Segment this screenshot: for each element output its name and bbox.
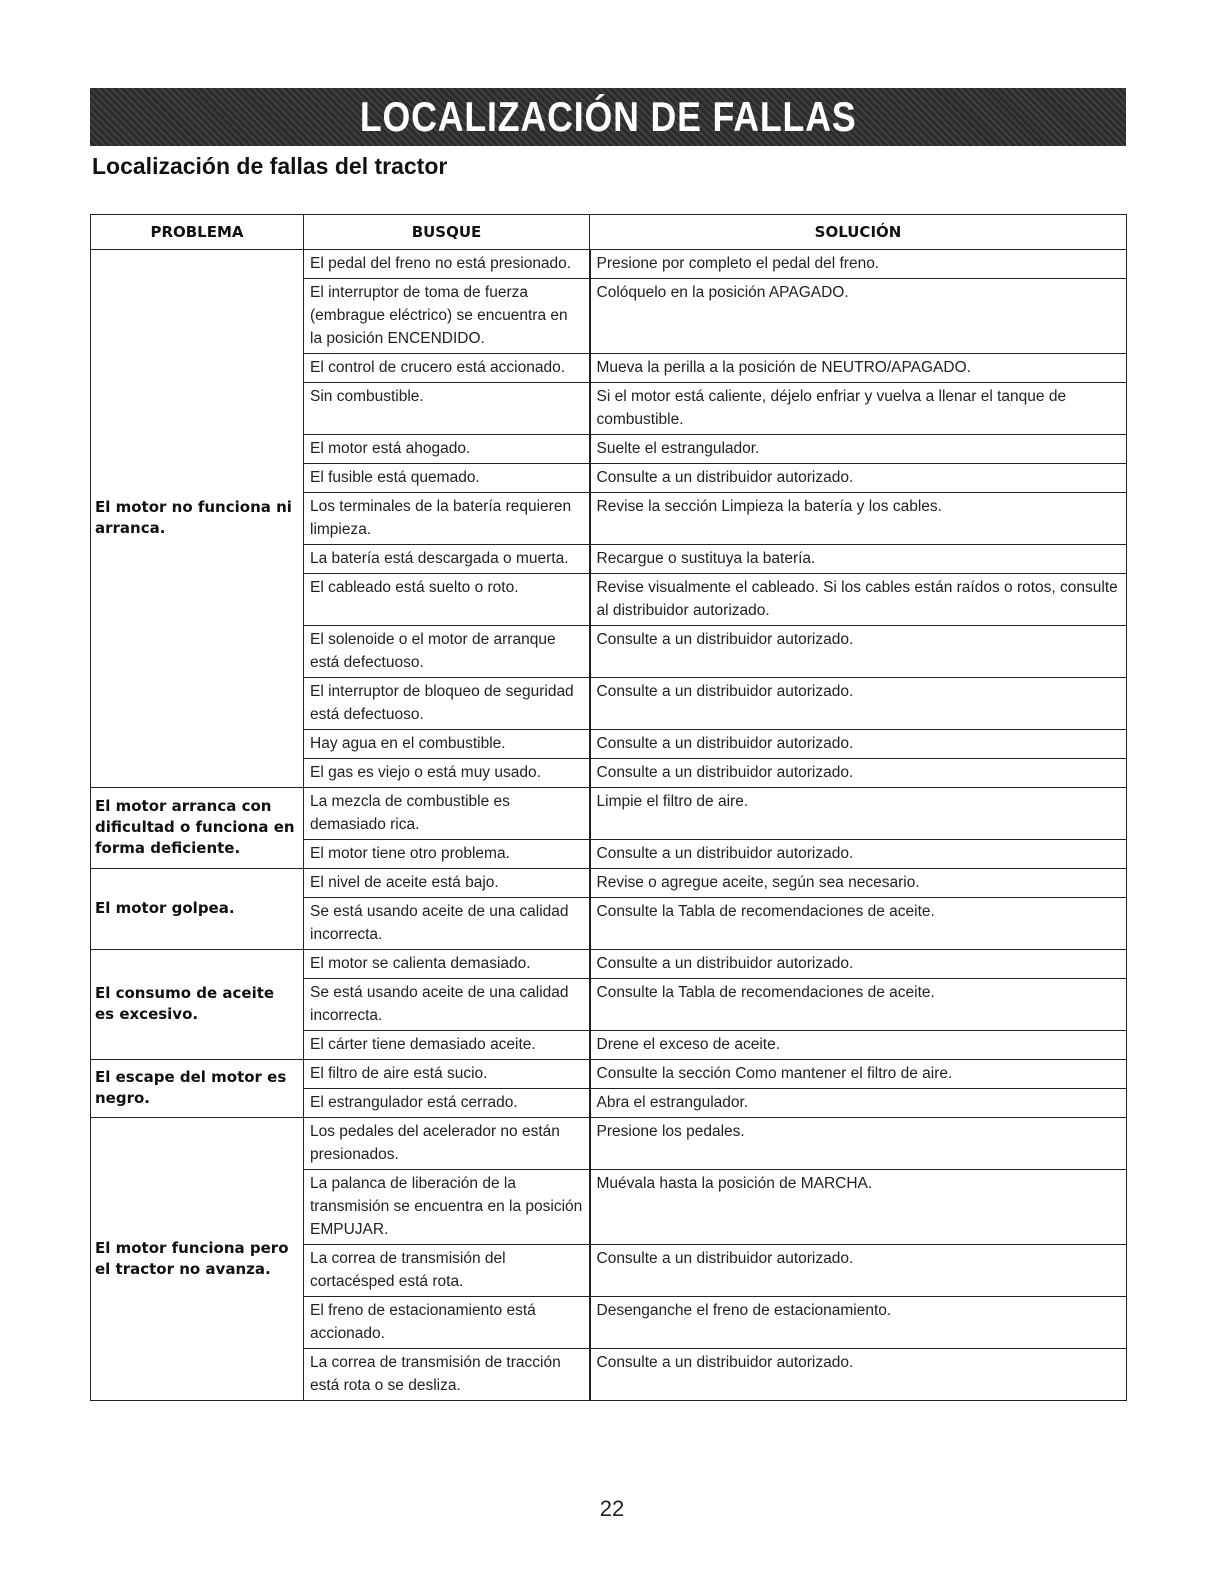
check-cell: El gas es viejo o está muy usado. xyxy=(304,759,590,788)
section-banner xyxy=(90,88,1126,146)
solution-cell: Consulte a un distribuidor autorizado. xyxy=(590,950,1127,979)
table-row xyxy=(91,250,1127,279)
check-cell: Sin combustible. xyxy=(304,383,590,435)
solution-cell: Suelte el estrangulador. xyxy=(590,435,1127,464)
solution-cell: Consulte a un distribuidor autorizado. xyxy=(590,730,1127,759)
solution-cell: Colóquelo en la posición APAGADO. xyxy=(590,279,1127,354)
table-row xyxy=(91,950,1127,979)
section-subtitle: Localización de fallas del tractor xyxy=(92,153,448,179)
solution-cell: Consulte a un distribuidor autorizado. xyxy=(590,840,1127,869)
solution-cell: Consulte a un distribuidor autorizado. xyxy=(590,1245,1127,1297)
check-cell: El estrangulador está cerrado. xyxy=(304,1089,590,1118)
column-header-solution: SOLUCIÓN xyxy=(590,215,1127,250)
solution-cell: Presione los pedales. xyxy=(590,1118,1127,1170)
banner-title: LOCALIZACIÓN DE FALLAS xyxy=(359,93,857,140)
check-cell: Los pedales del acelerador no están presionados. xyxy=(304,1118,590,1170)
check-cell: Hay agua en el combustible. xyxy=(304,730,590,759)
table-header-row xyxy=(91,215,1127,250)
solution-cell: Limpie el filtro de aire. xyxy=(590,788,1127,840)
solution-cell: Si el motor está caliente, déjelo enfriar y vuelva a llenar el tanque de combustible. xyxy=(590,383,1127,435)
table-row xyxy=(91,1118,1127,1170)
check-cell: El fusible está quemado. xyxy=(304,464,590,493)
solution-cell: Consulte la Tabla de recomendaciones de aceite. xyxy=(590,979,1127,1031)
check-cell: Se está usando aceite de una calidad incorrecta. xyxy=(304,898,590,950)
problem-cell: El motor funciona pero el tractor no avanza. xyxy=(91,1118,304,1401)
table-row xyxy=(91,788,1127,840)
solution-cell: Consulte a un distribuidor autorizado. xyxy=(590,1349,1127,1401)
solution-cell: Revise o agregue aceite, según sea necesario. xyxy=(590,869,1127,898)
solution-cell: Muévala hasta la posición de MARCHA. xyxy=(590,1170,1127,1245)
table-row xyxy=(91,869,1127,898)
solution-cell: Consulte a un distribuidor autorizado. xyxy=(590,626,1127,678)
column-header-problem: PROBLEMA xyxy=(91,215,304,250)
check-cell: El motor tiene otro problema. xyxy=(304,840,590,869)
check-cell: El motor se calienta demasiado. xyxy=(304,950,590,979)
check-cell: La correa de transmisión del cortacésped está rota. xyxy=(304,1245,590,1297)
check-cell: El filtro de aire está sucio. xyxy=(304,1060,590,1089)
solution-cell: Presione por completo el pedal del freno. xyxy=(590,250,1127,279)
check-cell: La palanca de liberación de la transmisión se encuentra en la posición EMPUJAR. xyxy=(304,1170,590,1245)
check-cell: La correa de transmisión de tracción está rota o se desliza. xyxy=(304,1349,590,1401)
problem-cell: El motor arranca con dificultad o funciona en forma deficiente. xyxy=(91,788,304,869)
check-cell: El motor está ahogado. xyxy=(304,435,590,464)
check-cell: La batería está descargada o muerta. xyxy=(304,545,590,574)
check-cell: El freno de estacionamiento está accionado. xyxy=(304,1297,590,1349)
check-cell: El interruptor de bloqueo de seguridad está defectuoso. xyxy=(304,678,590,730)
solution-cell: Revise visualmente el cableado. Si los cables están raídos o rotos, consulte al distribuidor autorizado. xyxy=(590,574,1127,626)
solution-cell: Consulte a un distribuidor autorizado. xyxy=(590,759,1127,788)
check-cell: El control de crucero está accionado. xyxy=(304,354,590,383)
solution-cell: Abra el estrangulador. xyxy=(590,1089,1127,1118)
check-cell: Los terminales de la batería requieren limpieza. xyxy=(304,493,590,545)
check-cell: El solenoide o el motor de arranque está defectuoso. xyxy=(304,626,590,678)
solution-cell: Recargue o sustituya la batería. xyxy=(590,545,1127,574)
table-body xyxy=(91,250,1127,1401)
problem-cell: El consumo de aceite es excesivo. xyxy=(91,950,304,1060)
check-cell: El cárter tiene demasiado aceite. xyxy=(304,1031,590,1060)
solution-cell: Consulte la sección Como mantener el filtro de aire. xyxy=(590,1060,1127,1089)
solution-cell: Drene el exceso de aceite. xyxy=(590,1031,1127,1060)
problem-cell: El motor golpea. xyxy=(91,869,304,950)
problem-cell: El escape del motor es negro. xyxy=(91,1060,304,1118)
check-cell: Se está usando aceite de una calidad incorrecta. xyxy=(304,979,590,1031)
page-number: 22 xyxy=(599,1496,625,1521)
solution-cell: Consulte a un distribuidor autorizado. xyxy=(590,678,1127,730)
check-cell: El interruptor de toma de fuerza (embrague eléctrico) se encuentra en la posición ENCENDIDO. xyxy=(304,279,590,354)
check-cell: El nivel de aceite está bajo. xyxy=(304,869,590,898)
troubleshooting-table xyxy=(90,214,1127,1401)
column-header-check: BUSQUE xyxy=(304,215,590,250)
solution-cell: Consulte la Tabla de recomendaciones de aceite. xyxy=(590,898,1127,950)
check-cell: El pedal del freno no está presionado. xyxy=(304,250,590,279)
problem-cell: El motor no funciona ni arranca. xyxy=(91,250,304,788)
check-cell: El cableado está suelto o roto. xyxy=(304,574,590,626)
table-row xyxy=(91,1060,1127,1089)
solution-cell: Desenganche el freno de estacionamiento. xyxy=(590,1297,1127,1349)
solution-cell: Consulte a un distribuidor autorizado. xyxy=(590,464,1127,493)
solution-cell: Mueva la perilla a la posición de NEUTRO/APAGADO. xyxy=(590,354,1127,383)
solution-cell: Revise la sección Limpieza la batería y los cables. xyxy=(590,493,1127,545)
check-cell: La mezcla de combustible es demasiado rica. xyxy=(304,788,590,840)
